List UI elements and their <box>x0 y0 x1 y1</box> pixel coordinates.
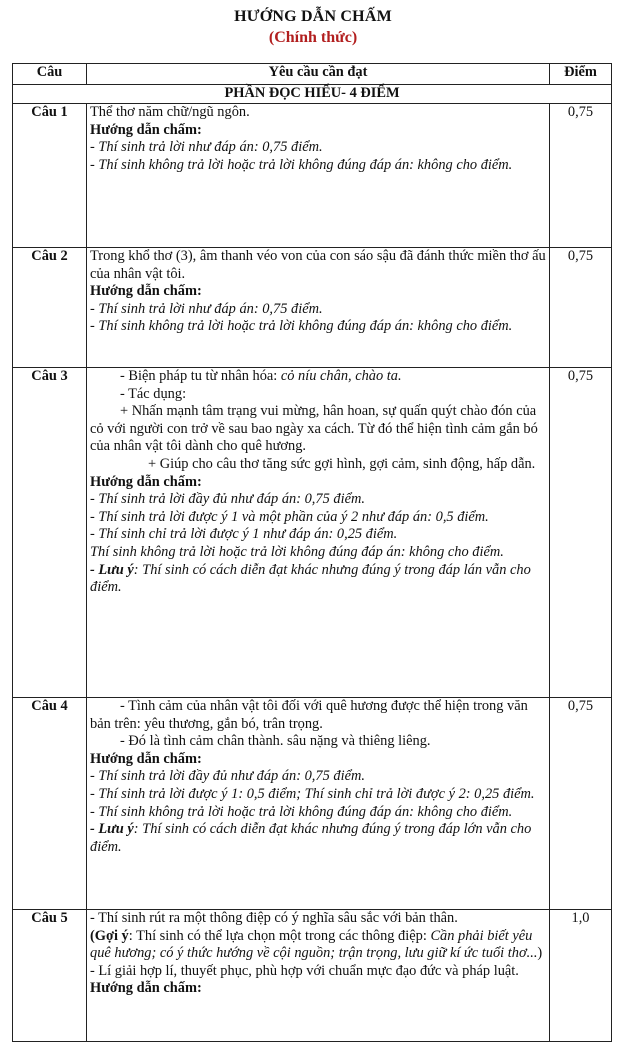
answer-text: Thể thơ năm chữ/ngũ ngôn. <box>90 104 250 120</box>
grading-rule: - Thí sinh trả lời đầy đủ như đáp án: 0,75 điểm. <box>90 768 365 785</box>
note-text: : Thí sinh có cách diễn đạt khác nhưng đúng ý trong đáp lớn vẫn cho điểm. <box>90 821 532 855</box>
grading-rule: - Thí sinh không trả lời hoặc trả lời không đúng đáp án: không cho điểm. <box>90 156 513 173</box>
answer-text: - Tình cảm của nhân vật tôi đối với quê hương được thể hiện trong văn bản trên: yêu thương, gắn bó, trân trọng. <box>90 698 528 732</box>
note-text: : Thí sinh có cách diễn đạt khác nhưng đúng ý trong đáp lán vẫn cho điểm. <box>90 561 531 596</box>
table-row <box>13 248 612 368</box>
answer-text-lead: - Biện pháp tu từ nhân hóa: <box>120 368 281 384</box>
grading-note <box>90 821 546 856</box>
score: 0,75 <box>550 104 612 248</box>
grading-heading: Hướng dẫn chấm: <box>90 283 202 300</box>
question-number: Câu 4 <box>13 698 87 910</box>
grading-heading: Hướng dẫn chấm: <box>90 980 202 997</box>
grading-heading: Hướng dẫn chấm: <box>90 750 202 767</box>
hint-text <box>90 928 546 963</box>
question-number: Câu 1 <box>13 104 87 248</box>
note-label: - Lưu ý <box>90 821 134 838</box>
table-row <box>13 910 612 1042</box>
answer-text: + Giúp cho câu thơ tăng sức gợi hình, gợi cảm, sinh động, hấp dẫn. <box>148 455 536 472</box>
score: 1,0 <box>550 910 612 1042</box>
score: 0,75 <box>550 368 612 698</box>
header-yeu-cau: Yêu cầu cần đạt <box>87 64 550 85</box>
question-number: Câu 3 <box>13 368 87 698</box>
hint-label: (Gợi ý <box>90 927 129 944</box>
answer-cell <box>87 368 550 698</box>
question-number: Câu 5 <box>13 910 87 1042</box>
hint-close: ) <box>537 945 543 962</box>
answer-text: Trong khổ thơ (3), âm thanh véo von của con sáo sậu đã đánh thức miền thơ ấu của nhân vật tôi. <box>90 248 546 282</box>
grading-heading: Hướng dẫn chấm: <box>90 121 202 138</box>
table-row <box>13 698 612 910</box>
answer-cell <box>87 910 550 1042</box>
answer-text <box>90 368 546 386</box>
answer-cell <box>87 104 550 248</box>
table-header-row <box>13 64 612 85</box>
grading-table <box>12 63 612 1042</box>
grading-note <box>90 562 546 597</box>
answer-text: + Nhấn mạnh tâm trạng vui mừng, hân hoan, sự quấn quýt chào đón của cỏ với người con trở về sau bao ngày xa cách. Từ đó thể hiện tình cảm gắn bó của nhân vật tôi dành cho quê hương. <box>90 403 538 455</box>
grading-rule: - Thí sinh trả lời như đáp án: 0,75 điểm. <box>90 139 323 156</box>
hint-examples: Cần phải biết yêu quê hương; có ý thức hướng về cội nguồn; trận trọng, lưu giữ kí ức tuổi thơ... <box>90 927 538 962</box>
grading-rule: - Thí sinh chỉ trả lời được ý 1 như đáp án: 0,25 điểm. <box>90 526 398 543</box>
answer-cell <box>87 248 550 368</box>
grading-rule: - Thí sinh không trả lời hoặc trả lời không đúng đáp án: không cho điểm. <box>90 318 513 335</box>
grading-rule: - Thí sinh trả lời được ý 1: 0,5 điểm; Thí sinh chỉ trả lời được ý 2: 0,25 điểm. <box>90 785 535 802</box>
answer-text: - Đó là tình cảm chân thành. sâu nặng và thiêng liêng. <box>120 733 431 750</box>
grading-rule: - Thí sinh trả lời đầy đủ như đáp án: 0,75 điểm. <box>90 491 365 508</box>
answer-text: - Thí sinh rút ra một thông điệp có ý nghĩa sâu sắc với bản thân. <box>90 910 458 926</box>
grading-rule: Thí sinh không trả lời hoặc trả lời không đúng đáp án: không cho điểm. <box>90 543 504 560</box>
document-subtitle: (Chính thức) <box>268 29 358 46</box>
answer-text: - Lí giải hợp lí, thuyết phục, phù hợp với chuẩn mực đạo đức và pháp luật. <box>90 962 519 979</box>
answer-text-example: cỏ níu chân, chào ta. <box>280 368 402 384</box>
score: 0,75 <box>550 698 612 910</box>
document-title: HƯỚNG DẪN CHẤM <box>234 8 392 25</box>
grading-heading: Hướng dẫn chấm: <box>90 473 202 490</box>
table-row <box>13 104 612 248</box>
header-diem: Điểm <box>550 64 612 85</box>
section-row <box>13 85 612 104</box>
hint-intro: : Thí sinh có thể lựa chọn một trong các thông điệp: <box>128 927 431 944</box>
table-row <box>13 368 612 698</box>
grading-rule: - Thí sinh trả lời như đáp án: 0,75 điểm. <box>90 300 323 317</box>
grading-rule: - Thí sinh không trả lời hoặc trả lời không đúng đáp án: không cho điểm. <box>90 803 513 820</box>
answer-cell <box>87 698 550 910</box>
section-title: PHẦN ĐỌC HIỂU- 4 ĐIỂM <box>13 85 612 104</box>
question-number: Câu 2 <box>13 248 87 368</box>
header-cau: Câu <box>13 64 87 85</box>
note-label: - Lưu ý <box>90 561 134 578</box>
grading-rule: - Thí sinh trả lời được ý 1 và một phần của ý 2 như đáp án: 0,5 điểm. <box>90 508 489 525</box>
score: 0,75 <box>550 248 612 368</box>
answer-text: - Tác dụng: <box>120 385 187 402</box>
